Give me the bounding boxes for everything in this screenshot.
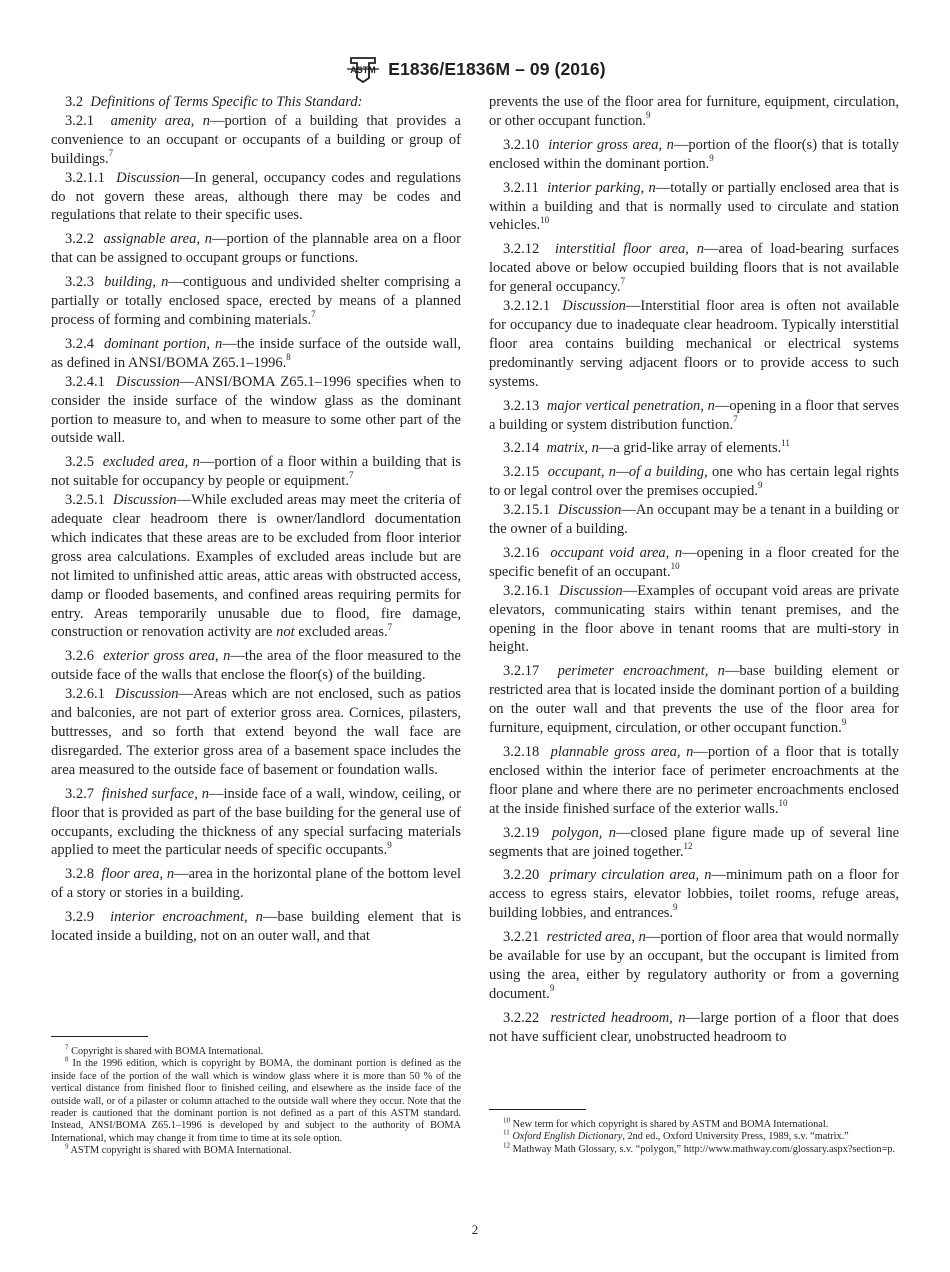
footnote-divider: [489, 1109, 586, 1110]
discussion-dominant-portion: 3.2.4.1 Discussion—ANSI/BOMA Z65.1–1996 specifies when to consider the inside surface of the window glass as the dominant portion to measure to, and when to measure to some other part of the outside wall.: [51, 373, 462, 447]
discussion-interstitial-floor-area: 3.2.12.1 Discussion—Interstitial floor area is often not available for occupancy due to inadequate clear headroom. Typically interstitial floor area contains building mechanical or electrical systems predominantly serving adjacent floors or to provide access to such systems.: [489, 298, 899, 390]
definition-amenity-area: 3.2.1 amenity area, n—portion of a building that provides a convenience to an occupant or occupants of a building or group of buildings.$^7$: [51, 112, 461, 167]
footnote-8: $^8$ In the 1996 edition, which is copyright by BOMA, the dominant portion is defined as the inside face of the portion of the wall which is window glass where it is more than 50 % of the vertical distance from finished floor to finished ceiling, and elsewhere as the inside face of the outside wall, or of a pilaster or column attached to the outside wall where they occur. Note that the reader is cautioned that the dominant portion is not defined as a part of this ASTM standard. Instead, ANSI/BOMA Z65.1–1996 is developed by and subject to the authority of BOMA International, which may change it from time to time at its sole option.: [51, 1055, 461, 1144]
right-column: [489, 93, 899, 1047]
definition-interstitial-floor-area: 3.2.12 interstitial floor area, n—area of load-bearing surfaces located above or below occupied building floors that is not available for general occupancy.$^7$: [489, 241, 900, 296]
definition-restricted-headroom: 3.2.22 restricted headroom, n—large portion of a floor that does not have sufficient clear, unobstructed headroom to: [489, 1009, 900, 1045]
document-title: E1836/E1836M – 09 (2016): [388, 58, 606, 79]
definition-floor-area: 3.2.8 floor area, n—area in the horizontal plane of the bottom level of a story or stories in a building.: [51, 866, 461, 902]
definition-interior-encroachment: 3.2.9 interior encroachment, n—base building element that is located inside a building, not on an outer wall, and that: [51, 909, 461, 945]
definition-major-vertical-penetration: 3.2.13 major vertical penetration, n—opening in a floor that serves a building or system distribution function.$^7$: [489, 397, 900, 433]
left-column: [51, 93, 461, 946]
definition-excluded-area: 3.2.5 excluded area, n—portion of a floor within a building that is not suitable for occupancy by people or equipment.$^7$: [51, 454, 461, 490]
astm-logo-icon: [344, 54, 382, 84]
discussion-excluded-area: 3.2.5.1 Discussion—While excluded areas may meet the criteria of adequate clear headroom there is owner/landlord documentation which indicates that these areas are to be excluded from floor interior gross area calculations. Examples of excluded areas include but are not limited to unfinished attic areas, attic areas with obstructed access, damp or flooded basements, and confined areas requiring permits for entry. Areas temporarily unusable due to flood, fire damage, construction or renovation activity are not excluded areas.$^7$: [51, 492, 462, 641]
discussion-occupant-void-area: 3.2.16.1 Discussion—Examples of occupant void areas are private elevators, communicating stairs within tenant premises, and the opening in the floor above in tenant rooms that are multi-story in height.: [489, 582, 900, 656]
definition-interior-encroachment-continued: prevents the use of the floor area for furniture, equipment, circulation, or other occupant function.$^9$: [489, 94, 899, 129]
definition-finished-surface: 3.2.7 finished surface, n—inside face of a wall, window, ceiling, or floor that is provided as part of the base building for the general use of occupants, excluding the thickness of any special surfacing materials applied to meet the particular needs of specific occupants.$^9$: [51, 785, 461, 859]
definition-building: 3.2.3 building, n—contiguous and undivided shelter comprising a partially or totally enclosed space, erected by means of a planned process of forming and combining materials.$^7$: [51, 274, 461, 328]
definition-occupant-void-area: 3.2.16 occupant void area, n—opening in a floor created for the specific benefit of an occupant.$^{10}$: [489, 544, 900, 580]
page-number: 2: [471, 1222, 479, 1237]
page-header: [0, 52, 950, 86]
definition-matrix: 3.2.14 matrix, n—a grid-like array of elements.$^{11}$: [503, 437, 790, 457]
footnote-11: $^{11}$ Oxford English Dictionary, 2nd ed., Oxford University Press, 1989, s.v. “matrix.”: [503, 1128, 849, 1143]
discussion-amenity-area: 3.2.1.1 Discussion—In general, occupancy codes and regulations do not govern these areas, although there may be codes and regulations that relate to their specific uses.: [51, 169, 462, 224]
definition-perimeter-encroachment: 3.2.17 perimeter encroachment, n—base building element or restricted area that is located inside the dominant portion of a building on the outer wall and that prevents the use of the floor area for furniture, equipment, circulation, or other occupant function.$^9$: [489, 663, 899, 737]
discussion-occupant: 3.2.15.1 Discussion—An occupant may be a tenant in a building or the owner of a building.: [489, 502, 899, 538]
definition-plannable-gross-area: 3.2.18 plannable gross area, n—portion of a floor that is totally enclosed within the interior face of perimeter encroachments at the floor plane and where there are no perimeter encroachments enclosed at the inside finished surface of the exterior walls.$^{10}$: [489, 744, 899, 817]
footnotes-left: [51, 1043, 461, 1158]
definition-restricted-area: 3.2.21 restricted area, n—portion of floor area that would normally be available for use by an occupant, but the occupant is limited from using the area, either by regulatory authority or from a governing document.$^9$: [489, 929, 899, 1002]
footnote-7: $^7$ Copyright is shared with BOMA International.: [65, 1043, 264, 1057]
footnotes-right: [489, 1116, 899, 1156]
discussion-exterior-gross-area: 3.2.6.1 Discussion—Areas which are not enclosed, such as patios and balconies, are not part of exterior gross area. Cornices, pilasters, buttresses, and so forth that extend beyond the wall face are disregarded. The exterior gross area of a basement space includes the area measured to the outside face of basement or foundation walls.: [51, 686, 461, 778]
footnote-9: $^9$ ASTM copyright is shared with BOMA International.: [65, 1142, 292, 1157]
footnote-12: $^{12}$ Mathway Math Glossary, s.v. “polygon,” http://www.mathway.com/glossary.aspx?section=p.: [503, 1141, 896, 1155]
definition-occupant: 3.2.15 occupant, n—of a building, one who has certain legal rights to or legal control over the premises occupied.$^9$: [489, 464, 899, 500]
definition-exterior-gross-area: 3.2.6 exterior gross area, n—the area of the floor measured to the outside face of the walls that enclose the floor(s) of the building.: [51, 648, 461, 684]
definition-interior-gross-area: 3.2.10 interior gross area, n—portion of the floor(s) that is totally enclosed within the dominant portion.$^9$: [489, 136, 899, 172]
footnote-divider: [51, 1036, 148, 1037]
definition-polygon: 3.2.19 polygon, n—closed plane figure made up of several line segments that are joined together.$^{12}$: [489, 824, 900, 860]
definition-interior-parking: 3.2.11 interior parking, n—totally or partially enclosed area that is within a building and that is normally used to circulate and station vehicles.$^{10}$: [489, 179, 899, 234]
logo-text: ASTM: [350, 65, 377, 75]
footnote-10: $^{10}$ New term for which copyright is shared by ASTM and BOMA International.: [503, 1116, 829, 1130]
definition-assignable-area: 3.2.2 assignable area, n—portion of the plannable area on a floor that can be assigned to occupant groups or functions.: [51, 231, 461, 267]
section-heading: 3.2 Definitions of Terms Specific to This Standard:: [65, 94, 363, 110]
definition-dominant-portion: 3.2.4 dominant portion, n—the inside surface of the outside wall, as defined in ANSI/BOMA Z65.1–1996.$^8$: [51, 335, 462, 371]
definition-primary-circulation-area: 3.2.20 primary circulation area, n—minimum path on a floor for access to egress stairs, elevator lobbies, toilet rooms, refuge areas, building lobbies, and entrances.$^9$: [489, 867, 900, 922]
